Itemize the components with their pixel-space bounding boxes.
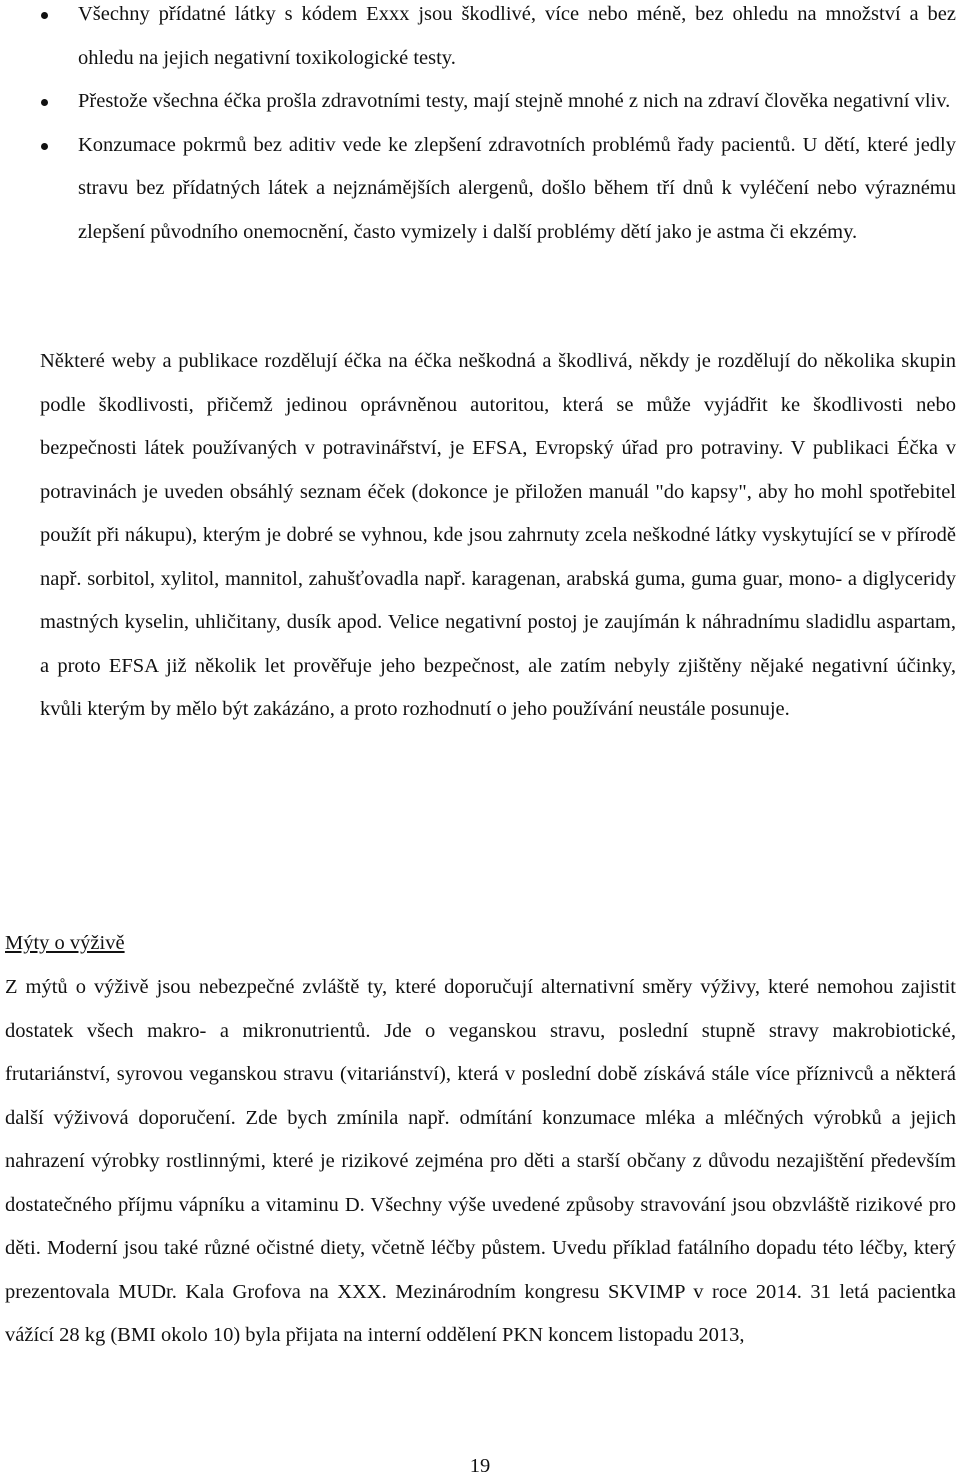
- bullet-item: [40, 0, 956, 80]
- section-heading: Mýty o výživě: [5, 932, 125, 954]
- paragraph-myths: Z mýtů o výživě jsou nebezpečné zvláště ty, které doporučují alternativní směry výživy, které nemohou zajistit dostatek všech makro- a mikronutrientů. Jde o veganskou stravu, poslední stupně stravy makrobiotické, frutariánství, syrovou veganskou stravu (vitariánství), která v poslední době získává stále více příznivců a některá další výživová doporučení. Zde bych zmínila např. odmítání konzumace mléka a mléčných výrobků a jejich nahrazení výrobky rostlinnými, které je rizikové zejména pro děti a starší občany z důvodu nezajištění především dostatečného příjmu vápníku a vitaminu D. Všechny výše uvedené způsoby stravování jsou obzvláště rizikové pro děti. Moderní jsou také různé očistné diety, včetně léčby půstem. Uvedu příklad fatálního dopadu této léčby, který prezentovala MUDr. Kala Grofova na XXX. Mezinárodním kongresu SKVIMP v roce 2014. 31 letá pacientka vážící 28 kg (BMI okolo 10) byla přijata na interní oddělení PKN koncem listopadu 2013,: [5, 976, 956, 1346]
- bullet-dot-icon: [41, 143, 48, 150]
- bullet-text: Konzumace pokrmů bez aditiv vede ke zlepšení zdravotních problémů řady pacientů. U dětí, které jedly stravu bez přídatných látek a nejznámějších alergenů, došlo během tří dnů k vyléčení nebo výraznému zlepšení původního onemocnění, často vymizely i další problémy dětí jako je astma či ekzémy.: [78, 133, 956, 243]
- paragraph-efsa: Některé weby a publikace rozdělují éčka na éčka neškodná a škodlivá, někdy je rozdělují do několika skupin podle škodlivosti, přičemž jedinou oprávněnou autoritou, která se může vyjádřit ke škodlivosti nebo bezpečnosti látek používaných v potravinářství, je EFSA, Evropský úřad pro potraviny. V publikaci Éčka v potravinách je uveden obsáhlý seznam éček (dokonce je přiložen manuál "do kapsy", aby ho mohl spotřebitel použít při nákupu), kterým je dobré se vyhnou, kde jsou zahrnuty zcela neškodné látky vyskytující se v přírodě např. sorbitol, xylitol, mannitol, zahušťovadla např. karagenan, arabská guma, guma guar, mono- a diglyceridy mastných kyselin, uhličitany, dusík apod. Velice negativní postoj je zaujímán k náhradnímu sladidlu aspartam, a proto EFSA již několik let prověřuje jeho bezpečnost, ale zatím nebyly zjištěny nějaké negativní účinky, kvůli kterým by mělo být zakázáno, a proto rozhodnutí o jeho používání neustále posunuje.: [40, 350, 956, 720]
- bullet-dot-icon: [41, 12, 48, 19]
- page-number: 19: [469, 1455, 491, 1477]
- bullet-list: [40, 0, 956, 254]
- bullet-text: Přestože všechna éčka prošla zdravotními testy, mají stejně mnohé z nich na zdraví člověka negativní vliv.: [78, 90, 951, 112]
- bullet-item: [40, 124, 956, 255]
- bullet-text: Všechny přídatné látky s kódem Exxx jsou škodlivé, více nebo méně, bez ohledu na množství a bez ohledu na jejich negativní toxikologické testy.: [78, 3, 956, 69]
- bullet-dot-icon: [41, 99, 48, 106]
- bullet-item: [40, 80, 956, 124]
